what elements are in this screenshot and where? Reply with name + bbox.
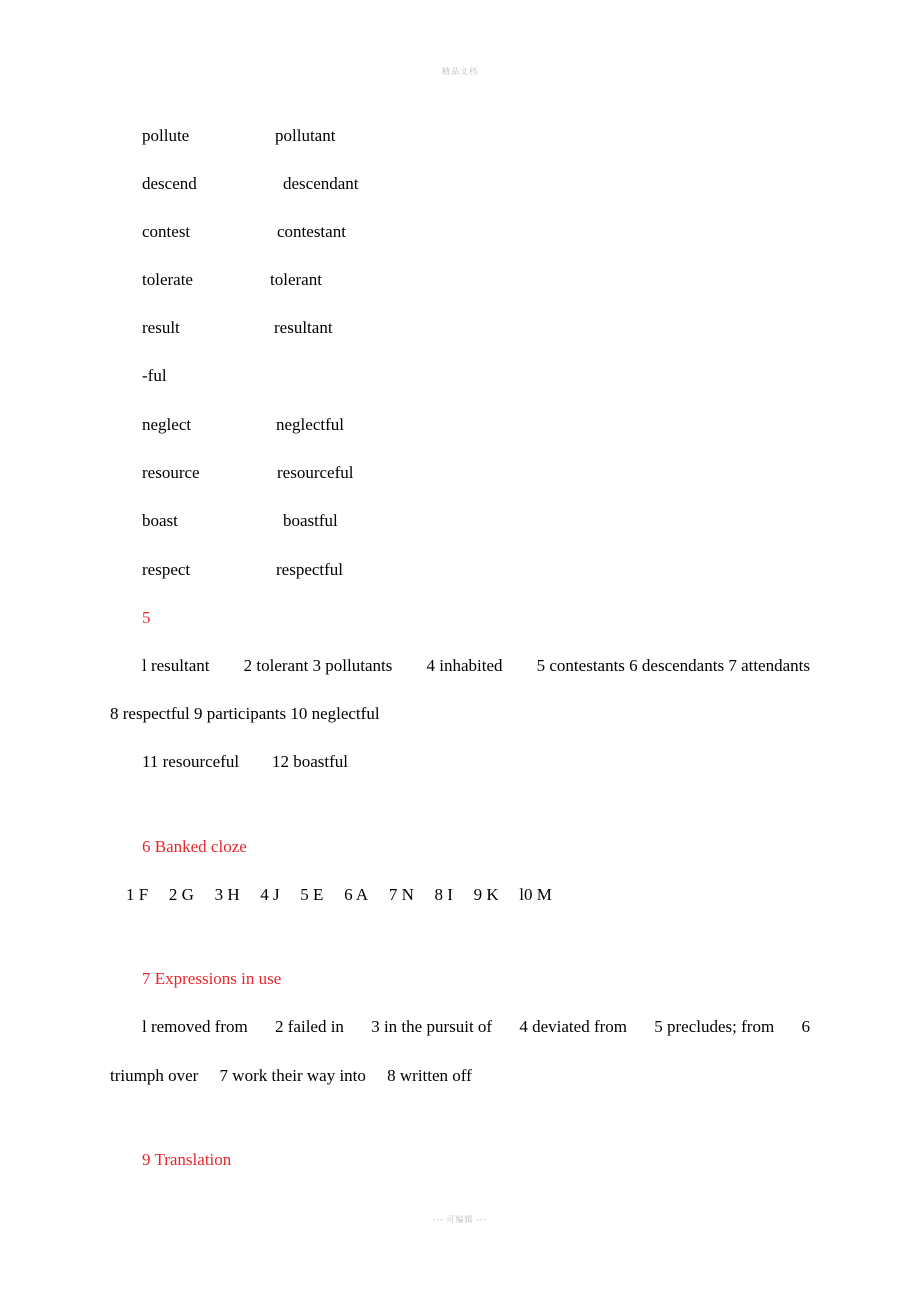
answer-item: 3 in the pursuit of <box>371 1017 493 1036</box>
section5-answers-line2: 8 respectful 9 participants 10 neglectful <box>110 704 380 723</box>
header-watermark: 精品文档 <box>442 67 478 76</box>
section-heading-9: 9 Translation <box>142 1150 232 1169</box>
section-heading-5: 5 <box>142 608 151 627</box>
answer-item: 4 deviated from <box>519 1017 627 1036</box>
answer-item: 4 inhabited <box>426 656 503 675</box>
answer-item: 5 E <box>300 885 324 904</box>
base-word: respect <box>142 560 191 579</box>
base-word: result <box>142 318 180 337</box>
derived-word: descendant <box>283 174 359 193</box>
derived-word: respectful <box>276 560 344 579</box>
answer-item: 6 <box>801 1017 810 1036</box>
answer-item: l resultant <box>142 656 210 675</box>
answer-item: 9 K <box>473 885 499 904</box>
answer-item: 2 tolerant 3 pollutants <box>243 656 393 675</box>
section-heading-6: 6 Banked cloze <box>142 837 247 856</box>
answer-item: 7 N <box>388 885 414 904</box>
derived-word: resultant <box>274 318 333 337</box>
section7-answers-line1 <box>142 1017 810 1037</box>
base-word: tolerate <box>142 270 193 289</box>
derived-word: contestant <box>277 222 346 241</box>
answer-item: 12 boastful <box>272 752 349 771</box>
base-word: pollute <box>142 126 190 145</box>
base-word: resource <box>142 463 200 482</box>
derived-word: boastful <box>283 511 338 530</box>
answer-item: 5 precludes; from <box>654 1017 775 1036</box>
answer-item: 6 A <box>344 885 369 904</box>
base-word: contest <box>142 222 191 241</box>
base-word: descend <box>142 174 197 193</box>
answer-item: 1 F <box>126 885 149 904</box>
answer-item: l removed from <box>142 1017 248 1036</box>
answer-item: 11 resourceful <box>142 752 240 771</box>
answer-item: 4 J <box>260 885 280 904</box>
footer-watermark: --- 可编辑 --- <box>432 1215 488 1224</box>
derived-word: neglectful <box>276 415 344 434</box>
derived-word: tolerant <box>270 270 322 289</box>
section-heading-7: 7 Expressions in use <box>142 969 282 988</box>
section7-answers-line2: triumph over 7 work their way into 8 written off <box>110 1066 472 1085</box>
base-word: boast <box>142 511 178 530</box>
base-word: neglect <box>142 415 192 434</box>
derived-word: resourceful <box>277 463 354 482</box>
answer-item: 8 I <box>434 885 453 904</box>
derived-word: pollutant <box>275 126 336 145</box>
answer-item: 3 H <box>214 885 240 904</box>
answer-item: 2 G <box>168 885 194 904</box>
answer-item: 5 contestants 6 descendants 7 attendants <box>536 656 810 675</box>
answer-item: l0 M <box>519 885 552 904</box>
suffix-label: -ful <box>142 366 167 385</box>
answer-item: 2 failed in <box>275 1017 344 1036</box>
section5-answers-line1 <box>142 656 810 676</box>
banked-cloze-answers <box>126 885 552 905</box>
